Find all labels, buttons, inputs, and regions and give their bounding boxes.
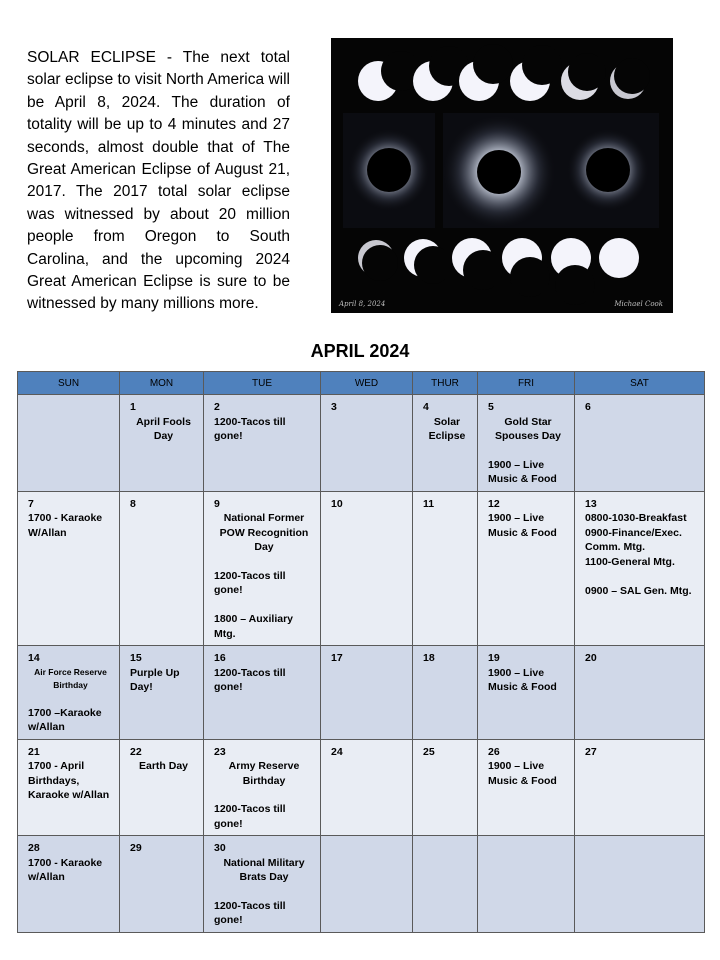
day-cell [413, 491, 478, 646]
day-number: 4 [423, 401, 429, 413]
day-number: 16 [214, 652, 226, 664]
day-event-extra: 1200-Tacos till gone! [214, 899, 286, 926]
day-number: 24 [331, 745, 343, 758]
weekday-header-row [18, 372, 705, 395]
day-event: Gold Star Spouses Day [495, 415, 561, 442]
day-cell [478, 646, 575, 740]
day-event: National Military Brats Day [223, 856, 305, 883]
day-cell [18, 395, 120, 492]
weekday-header: TUE [204, 372, 321, 395]
day-number: 20 [585, 652, 597, 664]
event-spacer [214, 788, 314, 802]
week-row [18, 395, 705, 492]
day-number: 29 [130, 842, 142, 854]
day-event: 1900 – Live Music & Food [488, 512, 557, 539]
day-number: 9 [214, 497, 220, 510]
day-event: April Fools Day [136, 415, 191, 442]
day-cell [120, 646, 204, 740]
day-number: 27 [585, 745, 597, 758]
day-cell [575, 836, 705, 933]
day-cell [18, 739, 120, 836]
day-event: Earth Day [138, 760, 189, 772]
day-number: 28 [28, 842, 40, 854]
day-cell [321, 646, 413, 740]
day-cell [413, 395, 478, 492]
event-spacer [214, 885, 314, 899]
day-number: 26 [488, 745, 500, 758]
day-event: Solar Eclipse [428, 415, 466, 442]
day-event: 1900 – Live Music & Food [488, 666, 557, 693]
day-cell [204, 491, 321, 646]
day-cell [413, 646, 478, 740]
day-cell [575, 491, 705, 646]
day-number: 12 [488, 497, 500, 510]
weekday-header: FRI [478, 372, 575, 395]
weekday-header: SUN [18, 372, 120, 395]
day-number: 5 [488, 401, 494, 413]
day-cell [575, 646, 705, 740]
day-event: National Former POW Recognition Day [219, 512, 309, 553]
day-cell [120, 739, 204, 836]
day-cell [120, 836, 204, 933]
day-number: 7 [28, 497, 34, 510]
day-cell [575, 739, 705, 836]
day-cell [204, 646, 321, 740]
eclipse-sequence-photo [331, 38, 673, 313]
day-cell [478, 395, 575, 492]
calendar-grid [17, 371, 705, 933]
day-cell [321, 395, 413, 492]
day-number: 18 [423, 652, 435, 664]
day-cell [120, 395, 204, 492]
day-event: 1700 - Karaoke w/Allan [28, 856, 103, 883]
day-number: 1 [130, 401, 136, 413]
photo-caption-date: April 8, 2024 [339, 300, 386, 308]
day-cell [575, 395, 705, 492]
day-number: 2 [214, 401, 220, 413]
eclipse-intro-paragraph: SOLAR ECLIPSE - The next total solar eclipse to visit North America will be April 8, 2024. The duration of totality will be up to 4 minutes and 27 seconds, almost double that of The Great American Eclipse of August 21, 2017. The 2017 total solar eclipse was witnessed by about 20 million people from Oregon to South Carolina, and the upcoming 2024 Great American Eclipse is sure to be witnessed by many millions more. [27, 49, 290, 313]
day-number: 8 [130, 497, 136, 510]
day-cell [321, 739, 413, 836]
totality-row [343, 113, 659, 230]
week-row [18, 646, 705, 740]
day-number: 23 [214, 745, 226, 758]
day-cell [478, 836, 575, 933]
day-number: 25 [423, 745, 435, 758]
day-event: 1700 - Karaoke W/Allan [28, 512, 103, 539]
day-cell [18, 836, 120, 933]
day-event: 1200-Tacos till gone! [214, 666, 286, 693]
day-event: 1200-Tacos till gone! [214, 415, 286, 442]
day-number: 6 [585, 401, 591, 413]
day-cell [478, 739, 575, 836]
day-event: 1700 - April Birthdays, Karaoke w/Allan [28, 760, 110, 801]
day-cell [321, 836, 413, 933]
day-event-extra: 1700 –Karaoke w/Allan [28, 706, 102, 733]
day-event: 1900 – Live Music & Food [488, 760, 557, 787]
day-cell [478, 491, 575, 646]
weekday-header: SAT [575, 372, 705, 395]
day-cell [18, 646, 120, 740]
day-number: 10 [331, 497, 343, 510]
day-event: Air Force Reserve Birthday [34, 666, 107, 690]
day-event-extra: 1200-Tacos till gone! [214, 803, 286, 830]
day-cell [204, 739, 321, 836]
weekday-header: THUR [413, 372, 478, 395]
day-number: 19 [488, 652, 500, 664]
day-cell [321, 491, 413, 646]
weekday-header: WED [321, 372, 413, 395]
day-number: 22 [130, 745, 142, 758]
day-number: 14 [28, 652, 40, 664]
day-number: 30 [214, 842, 226, 854]
calendar-title: APRIL 2024 [310, 341, 410, 361]
photo-signature: Michael Cook [614, 300, 663, 308]
week-row [18, 739, 705, 836]
day-cell [120, 491, 204, 646]
weekday-header: MON [120, 372, 204, 395]
day-cell [204, 395, 321, 492]
day-cell [18, 491, 120, 646]
day-event-extra: 1200-Tacos till gone! 1800 – Auxiliary Mtg. [214, 569, 293, 640]
week-row [18, 836, 705, 933]
day-event: 0800-1030-Breakfast 0900-Finance/Exec. Comm. Mtg. 1100-General Mtg. 0900 – SAL Gen. Mtg. [585, 512, 692, 597]
day-number: 11 [423, 497, 435, 510]
day-event: Army Reserve Birthday [228, 760, 300, 787]
event-spacer [214, 555, 314, 569]
day-cell [413, 739, 478, 836]
event-spacer [28, 692, 113, 706]
day-number: 13 [585, 497, 597, 510]
day-number: 17 [331, 652, 343, 664]
day-cell [204, 836, 321, 933]
eclipse-sequence-image [331, 38, 673, 313]
event-spacer [488, 444, 568, 458]
day-number: 21 [28, 745, 40, 758]
day-cell [413, 836, 478, 933]
day-number: 3 [331, 401, 337, 413]
week-row [18, 491, 705, 646]
day-number: 15 [130, 652, 142, 664]
day-event-extra: 1900 – Live Music & Food [488, 458, 557, 485]
day-event: Purple Up Day! [130, 666, 180, 693]
